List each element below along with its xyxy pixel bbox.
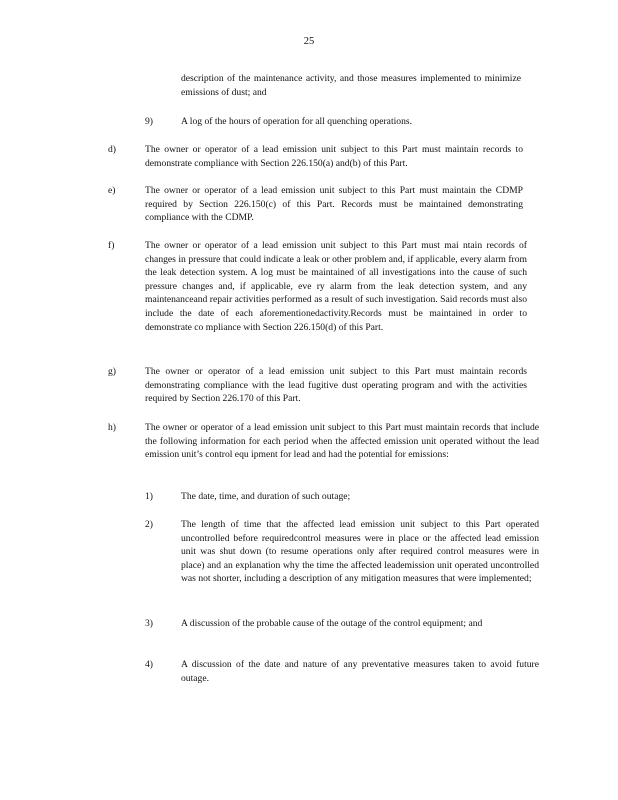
paragraph-d-text: The owner or operator of a lead emission unit subject to this Part must maintain records to demonstrate compliance with Section 226.150(a) and(b) of this Part. [145,144,523,169]
paragraph-d-label: d) [108,144,116,155]
item-9-label: 9) [145,116,153,127]
subitem-2-text: The length of time that the affected lead emission unit subject to this Part operated uncontrolled before requiredcontrol measures were in place or the affected lead emission unit was shut down (to resume operations only after required control measures were in place) and an explanation why the time the affected leademission unit operated uncontrolled was not shorter, including a description of any mitigation measures that were implemented; [181,519,539,585]
item-9-text: A log of the hours of operation for all quenching operations. [181,116,412,127]
subitem-2-label: 2) [145,519,153,530]
subitem-1-text: The date, time, and duration of such outage; [181,491,351,502]
paragraph-f-label: f) [108,240,115,251]
paragraph-g-text: The owner or operator of a lead emission unit subject to this Part must maintain records demonstrating compliance with the lead fugitive dust operating program and with the activities required by Section 226.170 of this Part. [145,366,527,405]
paragraph-h-text: The owner or operator of a lead emission unit subject to this Part must maintain records that include the following information for each period when the affected emission unit operated without the lead emission unit’s control equ ipment for lead and had the potential for emissions: [145,422,539,461]
paragraph-e-text: The owner or operator of a lead emission unit subject to this Part must maintain the CDMP required by Section 226.150(c) of this Part. Records must be maintained demonstrating compliance with the CDMP. [145,185,523,224]
continuation-text: description of the maintenance activity, and those measures implemented to minimize emissions of dust; and [181,73,521,98]
paragraph-f-text: The owner or operator of a lead emission unit subject to this Part must mai ntain records of changes in pressure that could indicate a leak or other problem and, if applicable, every alarm from the leak detection system. A log must be maintained of all investigations into the cause of such pressure changes and, if applicable, eve ry alarm from the leak detection system, and any maintenanceand repair activities performed as a result of such investigation. Said records must also include the date of each aforementionedactivity.Records must be maintained in order to demonstrate co mpliance with Section 226.150(d) of this Part. [145,240,527,333]
paragraph-h-label: h) [108,422,116,433]
subitem-4-text: A discussion of the date and nature of any preventative measures taken to avoid future outage. [181,659,539,684]
subitem-3-label: 3) [145,618,153,629]
page-number: 25 [303,36,315,47]
subitem-4-label: 4) [145,659,153,670]
paragraph-g-label: g) [108,366,116,377]
subitem-1-label: 1) [145,491,153,502]
paragraph-e-label: e) [108,185,116,196]
subitem-3-text: A discussion of the probable cause of the outage of the control equipment; and [181,618,483,629]
